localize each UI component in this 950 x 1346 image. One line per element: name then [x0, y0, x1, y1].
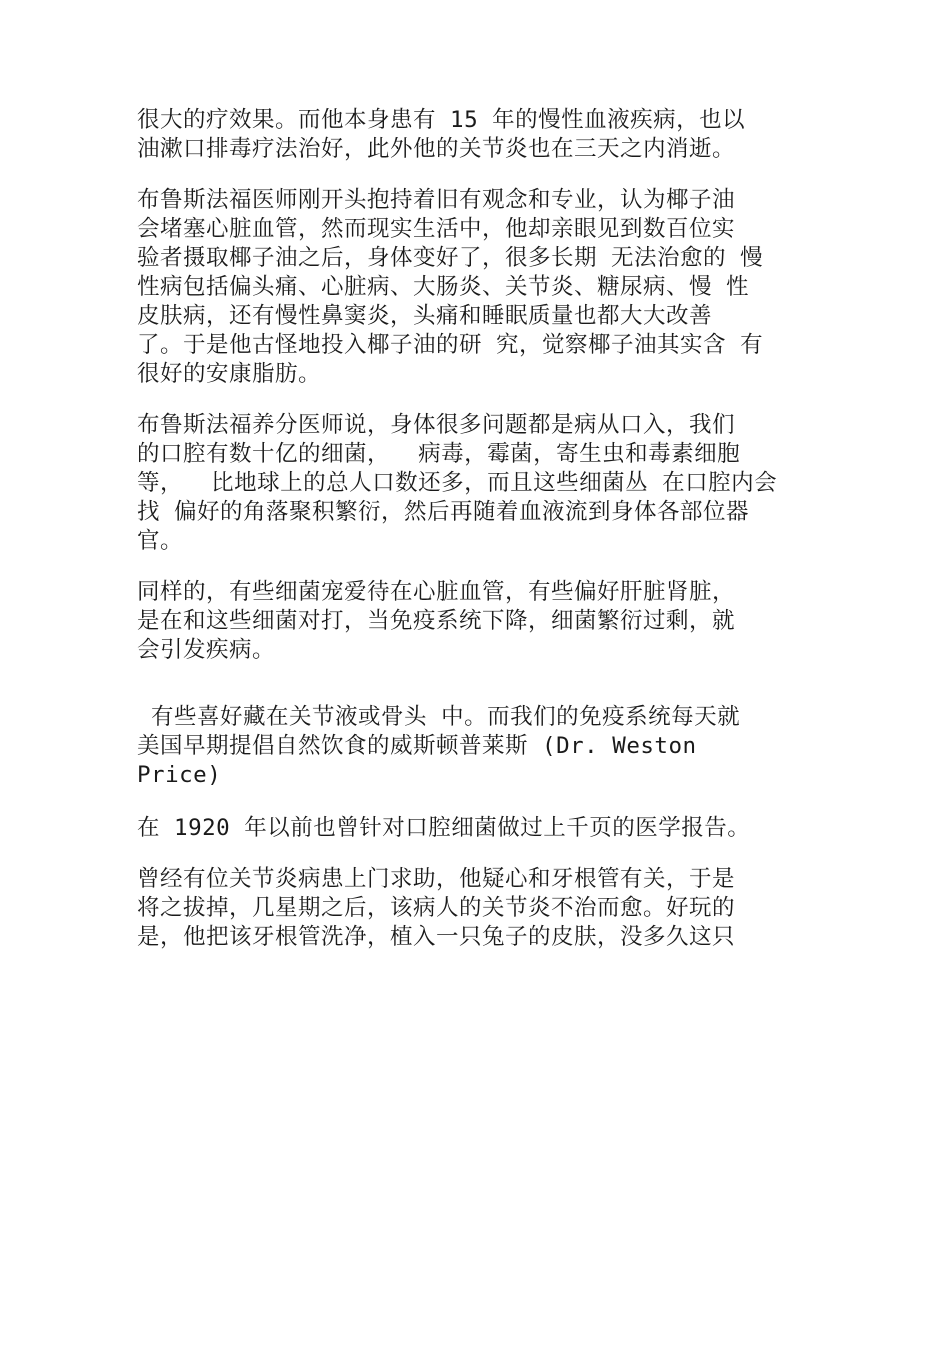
text-line: 验者摄取椰子油之后，身体变好了，很多长期 无法治愈的 慢 [137, 245, 764, 271]
text-line: 美国早期提倡自然饮食的威斯顿普莱斯 (Dr. Weston [137, 733, 697, 759]
text-line: 是在和这些细菌对打，当免疫系统下降，细菌繁衍过剩，就 [137, 608, 736, 634]
text-line: 会堵塞心脏血管，然而现实生活中，他却亲眼见到数百位实 [137, 216, 736, 242]
text-line: 将之拔掉，几星期之后，该病人的关节炎不治而愈。好玩的 [137, 895, 736, 921]
text-line: Price) [137, 762, 222, 788]
paragraph-1 [137, 106, 807, 164]
text-line: 很好的安康脂肪。 [137, 361, 322, 387]
document-page [137, 106, 807, 952]
text-line: 了。于是他古怪地投入椰子油的研 究，觉察椰子油其实含 有 [137, 332, 764, 358]
text-line: 布鲁斯法福医师刚开头抱持着旧有观念和专业，认为椰子油 [137, 187, 736, 213]
text-line: 找 偏好的角落聚积繁衍，然后再随着血液流到身体各部位器 [137, 499, 750, 525]
paragraph-4 [137, 578, 807, 665]
text-line: 同样的，有些细菌宠爱待在心脏血管，有些偏好肝脏肾脏， [137, 579, 736, 605]
text-line: 皮肤病，还有慢性鼻窦炎，头痛和睡眠质量也都大大改善 [137, 303, 713, 329]
paragraph-2 [137, 186, 807, 389]
text-line: 会引发疾病。 [137, 637, 276, 663]
paragraph-6 [137, 814, 807, 843]
text-line: 曾经有位关节炎病患上门求助，他疑心和牙根管有关，于是 [137, 866, 736, 892]
text-line: 是，他把该牙根管洗净，植入一只兔子的皮肤，没多久这只 [137, 924, 736, 950]
paragraph-5 [137, 703, 807, 790]
text-line: 等， 比地球上的总人口数还多，而且这些细菌丛 在口腔内会 [137, 470, 778, 496]
text-line: 在 1920 年以前也曾针对口腔细菌做过上千页的医学报告。 [137, 815, 751, 841]
paragraph-7 [137, 865, 807, 952]
text-line: 官。 [137, 528, 184, 554]
text-line: 有些喜好藏在关节液或骨头 中。而我们的免疫系统每天就 [137, 704, 741, 730]
text-line: 性病包括偏头痛、心脏病、大肠炎、关节炎、糖尿病、慢 性 [137, 274, 750, 300]
text-line: 很大的疗效果。而他本身患有 15 年的慢性血液疾病，也以 [137, 107, 746, 133]
text-line: 的口腔有数十亿的细菌， 病毒，霉菌，寄生虫和毒素细胞 [137, 441, 741, 467]
paragraph-3 [137, 411, 807, 556]
text-line: 油漱口排毒疗法治好，此外他的关节炎也在三天之内消逝。 [137, 136, 736, 162]
text-line: 布鲁斯法福养分医师说，身体很多问题都是病从口入，我们 [137, 412, 736, 438]
